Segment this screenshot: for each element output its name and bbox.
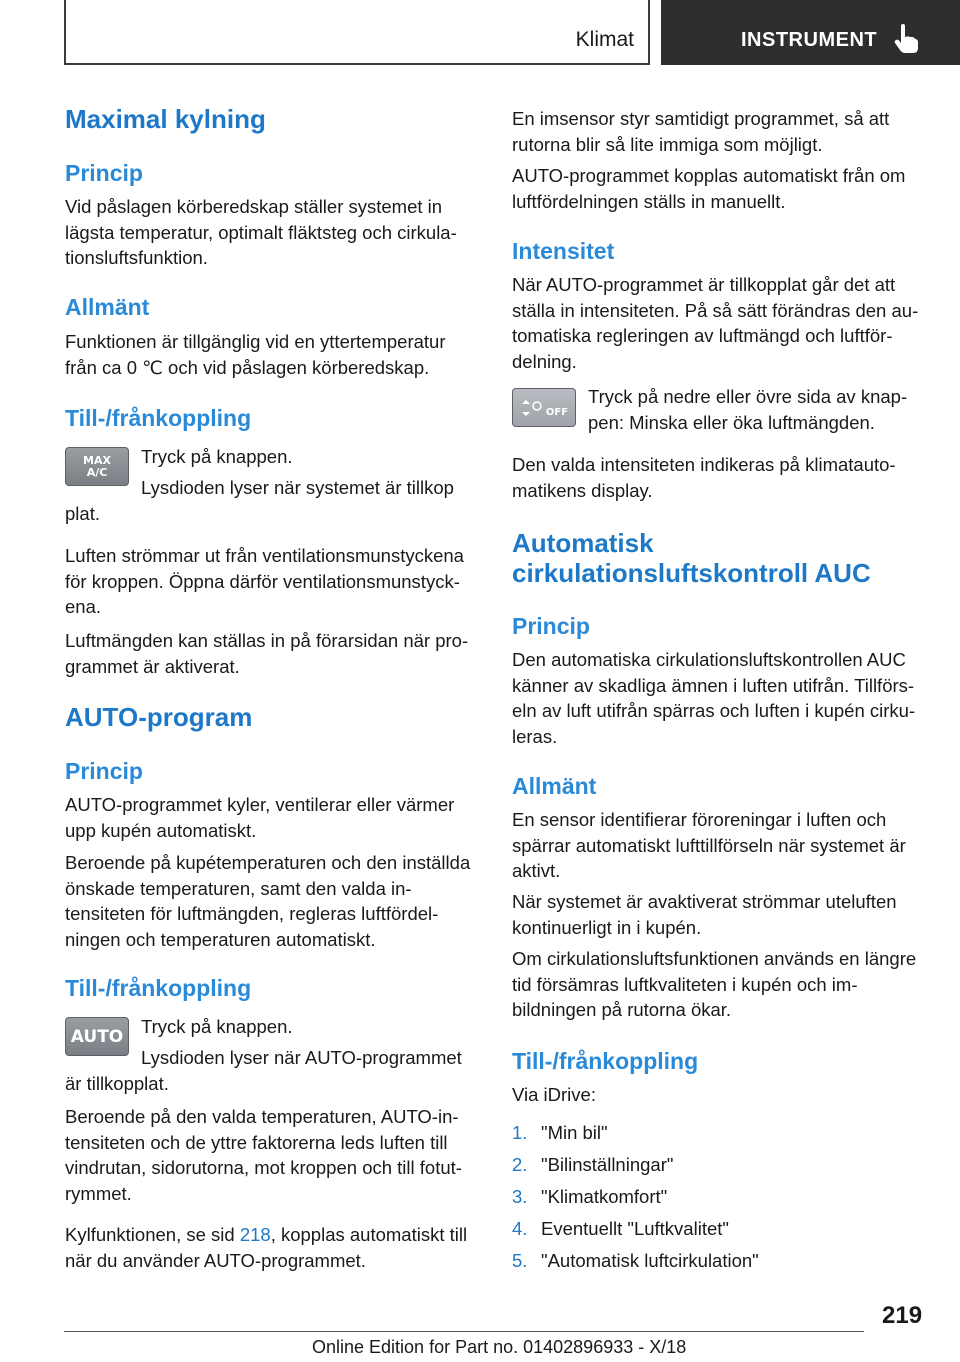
heading-intensitet: Intensitet (512, 238, 615, 264)
fan-icon (520, 398, 544, 418)
footer-divider (64, 1331, 864, 1332)
heading-princip: Princip (65, 160, 143, 186)
paragraph: Tryck på nedre eller övre sida av knappen: Minska eller öka luftmängden. (588, 386, 908, 433)
paragraph: En sensor identifierar föroreningar i luften och spärrar automatiskt lufttillförseln när systemet är aktivt. (512, 809, 906, 881)
section-tab (64, 0, 650, 65)
paragraph: Lysdioden lyser när AUTO-programmet (141, 1047, 462, 1068)
paragraph: Om cirkulationsluftsfunktionen används en längre tid försämras luftkvaliteten i kupén och imbildningen på rutorna ökar. (512, 948, 917, 1020)
heading-princip: Princip (65, 758, 143, 784)
heading-maximal-kylning: Maximal kylning (65, 104, 266, 134)
hand-pointer-icon (893, 24, 919, 54)
page-number: 219 (882, 1302, 923, 1329)
heading-allmant: Allmänt (65, 294, 150, 320)
heading-till-frankoppling: Till-/frånkoppling (512, 1048, 699, 1074)
paragraph: Funktionen är tillgänglig vid en yttertemperatur från ca 0 ℃ och vid påslagen körberedskap. (65, 331, 446, 378)
heading-princip: Princip (512, 613, 590, 639)
heading-allmant: Allmänt (512, 773, 597, 799)
heading-auc-line1: Automatisk (512, 528, 654, 558)
paragraph: AUTO-programmet kyler, ventilerar eller värmer upp kupén automatiskt. (65, 794, 455, 841)
heading-auc-line2: cirkulationsluftskontroll AUC (512, 558, 871, 588)
paragraph: Den automatiska cirkulationsluftskontrollen AUC känner av skadliga ämnen i luften utifrån. Tillförseln av luft utifrån spärras och luften i kupén cirkuleras. (512, 649, 916, 747)
paragraph: När AUTO-programmet är tillkopplat går det att ställa in intensiteten. På så sätt förändras den automatiska regleringen av luftmängd och luftfördelning. (512, 274, 919, 372)
paragraph: Luftmängden kan ställas in på förarsidan när programmet är aktiverat. (65, 630, 469, 677)
section-tab-label: Klimat (575, 28, 634, 51)
paragraph: Kylfunktionen, se sid 218, kopplas automatiskt till när du använder AUTO-programmet. (65, 1224, 468, 1271)
heading-till-frankoppling: Till-/frånkoppling (65, 975, 252, 1001)
paragraph: Beroende på kupétemperaturen och den inställda önskade temperaturen, samt den valda intensiteten för luftmängden, regleras luftfördelningen och temperaturen automatiskt. (65, 852, 471, 950)
paragraph: En imsensor styr samtidigt programmet, så att rutorna blir så lite immiga som möjligt. (512, 108, 890, 155)
paragraph: Beroende på den valda temperaturen, AUTO-intensiteten och de yttre faktorerna leds luften till vindrutan, sidorutorna, mot kroppen och till fotutrymmet. (65, 1106, 462, 1204)
paragraph: AUTO-programmet kopplas automatiskt från om luftfördelningen ställs in manuellt. (512, 165, 906, 212)
paragraph: plat. (65, 503, 100, 524)
footer-edition: Online Edition for Part no. 01402896933 - X/18 (312, 1337, 687, 1357)
paragraph: är tillkopplat. (65, 1073, 169, 1094)
paragraph: Den valda intensiteten indikeras på klimatautomatikens display. (512, 454, 896, 501)
heading-till-frankoppling: Till-/frånkoppling (65, 405, 252, 431)
chapter-tab (661, 0, 960, 65)
max-ac-button-icon: MAX A/C (65, 447, 129, 486)
paragraph: Vid påslagen körberedskap ställer systemet in lägsta temperatur, optimalt fläktsteg och cirkulationsluftsfunktion. (65, 196, 457, 268)
chapter-tab-label: INSTRUMENT (741, 29, 878, 51)
paragraph: Tryck på knappen. (141, 446, 293, 467)
auto-button-icon: AUTO (65, 1017, 129, 1056)
paragraph: Lysdioden lyser när systemet är tillkop (141, 477, 454, 498)
fan-intensity-button-icon: OFF (512, 388, 576, 427)
page-link[interactable]: 218 (239, 1224, 271, 1245)
paragraph: När systemet är avaktiverat strömmar uteluften kontinuerligt in i kupén. (512, 891, 897, 938)
heading-auto-program: AUTO-program (65, 702, 253, 732)
paragraph: Via iDrive: (512, 1084, 596, 1105)
paragraph: Luften strömmar ut från ventilationsmunstyckena för kroppen. Öppna därför ventilationsmunstyckena. (65, 545, 464, 617)
paragraph: Tryck på knappen. (141, 1016, 293, 1037)
